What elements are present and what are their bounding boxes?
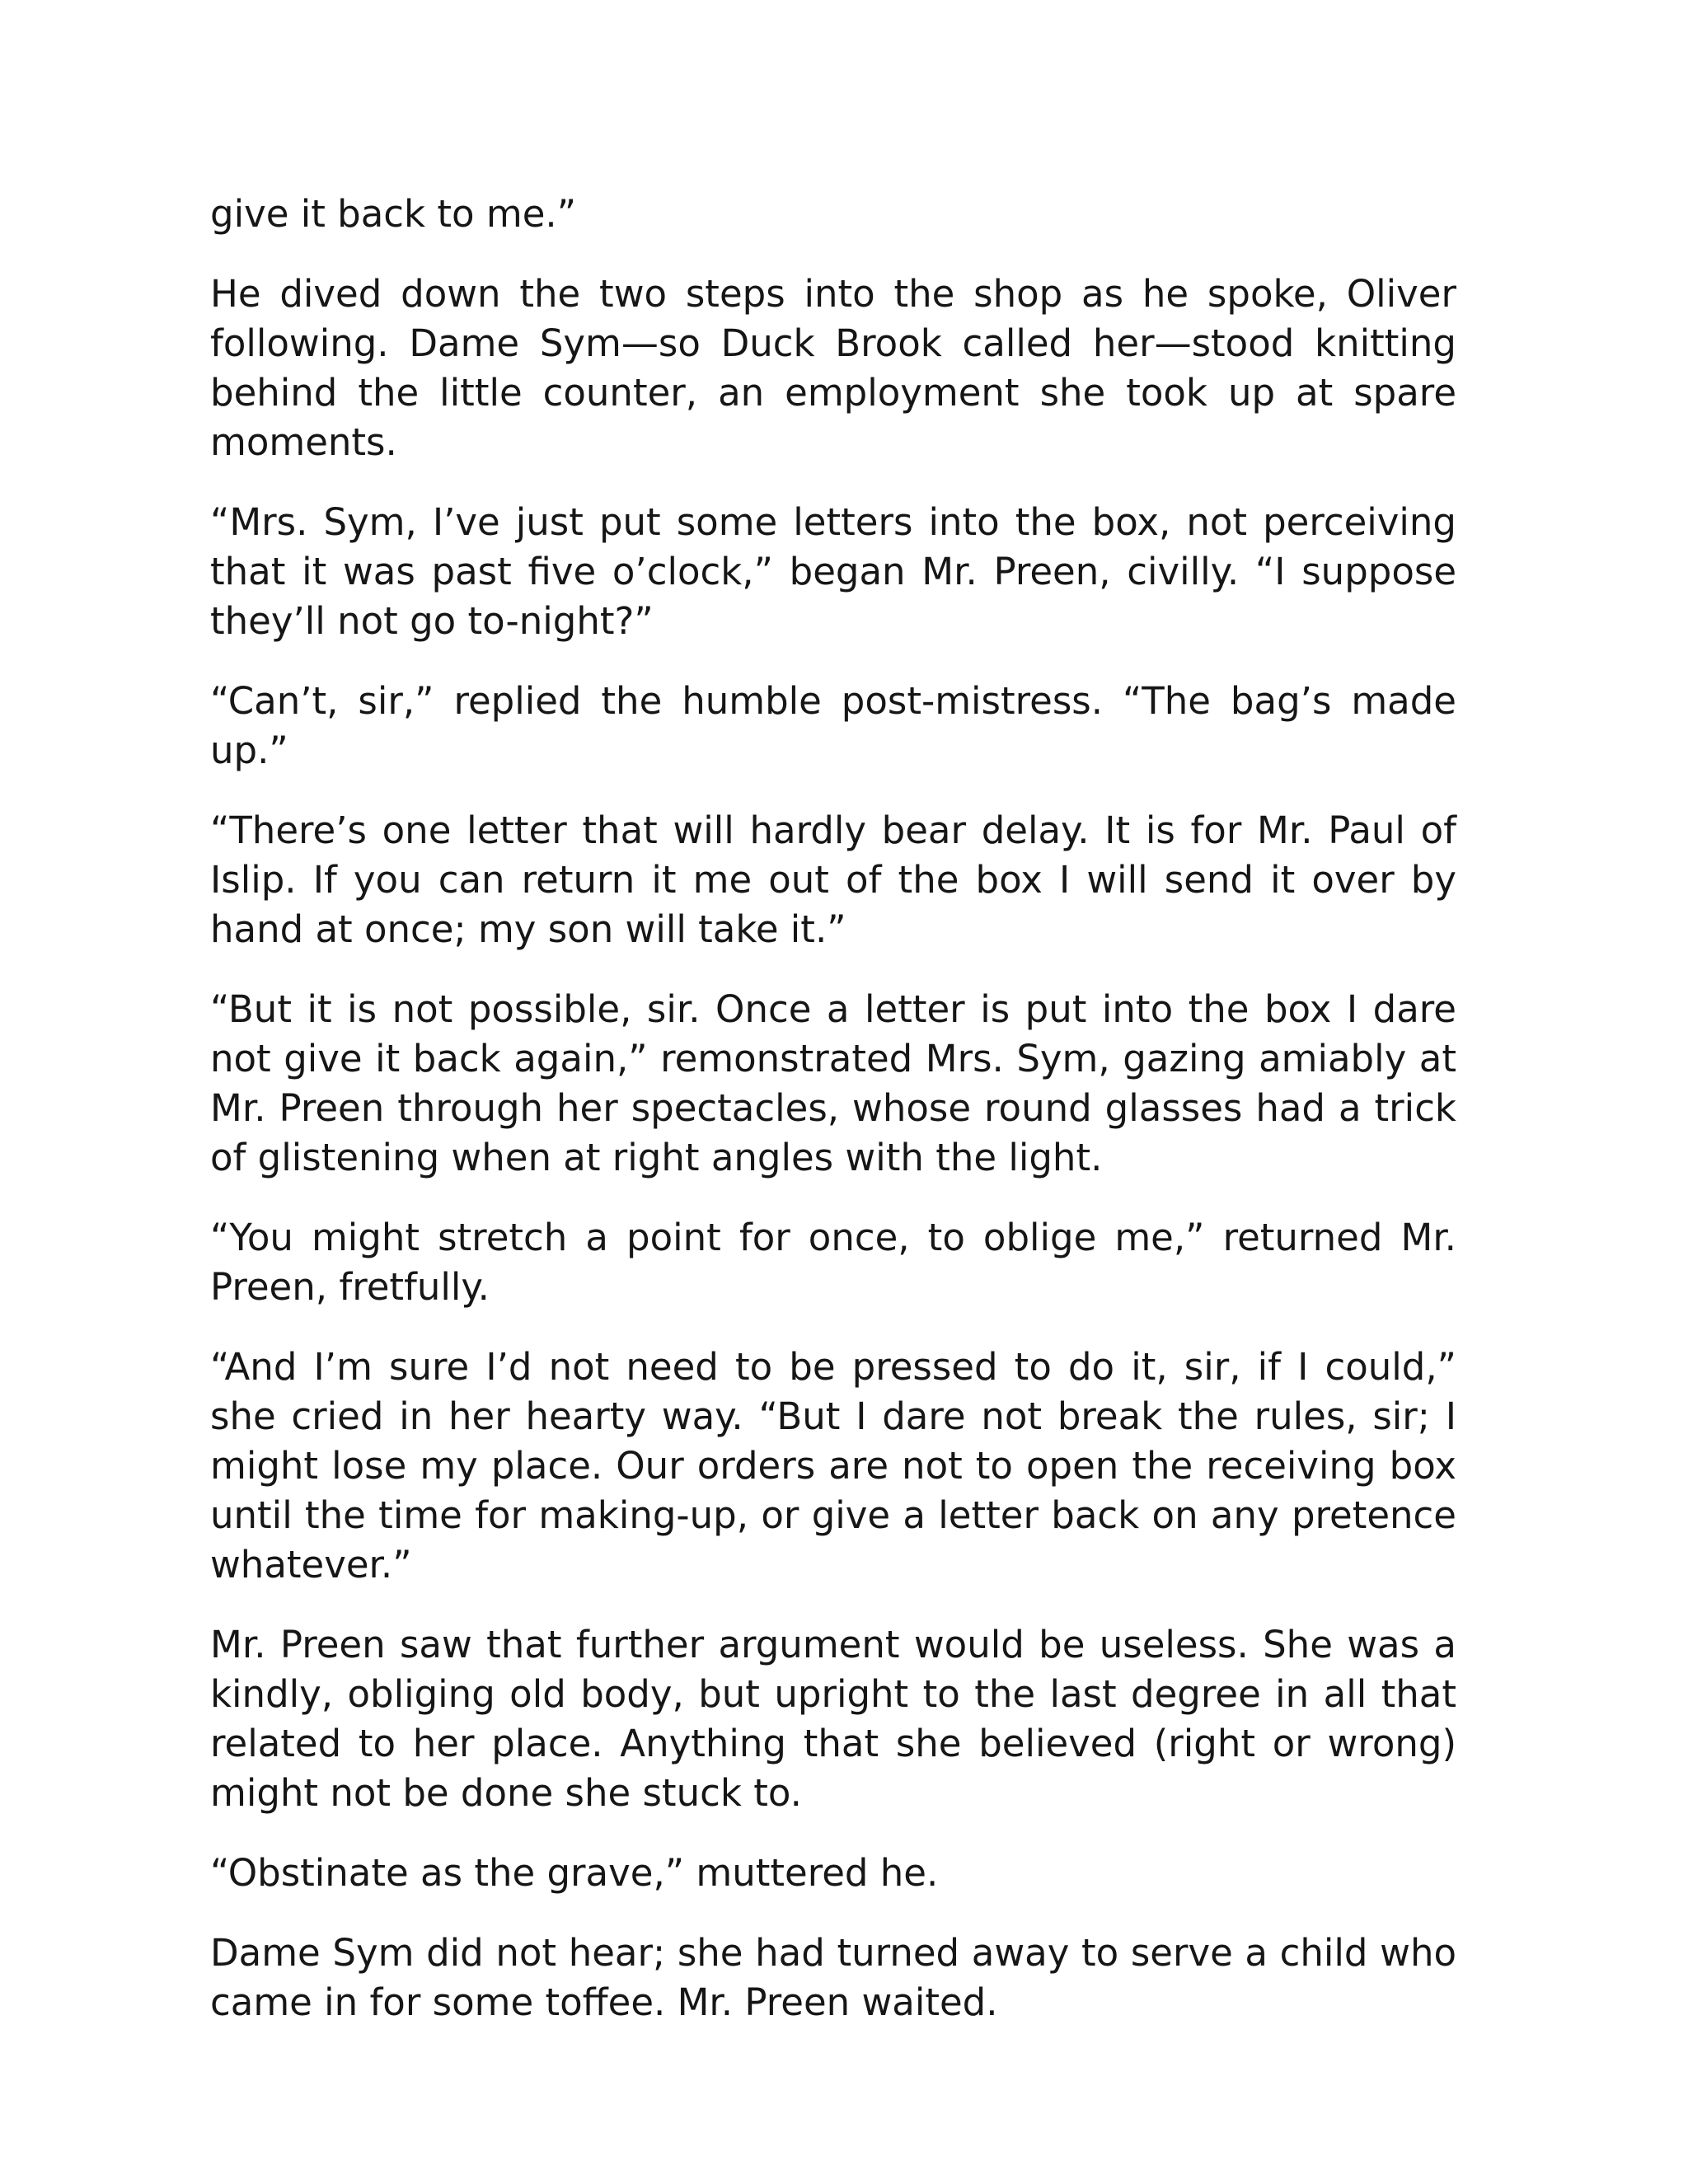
paragraph-2: He dived down the two steps into the shop as he spoke, Oliver following. Dame Sym—so Duck Brook called her—stood knitting behind the little counter, an employment she took up at spare moments.	[210, 272, 1456, 464]
paragraph-5: “There’s one letter that will hardly bear delay. It is for Mr. Paul of Islip. If you can return it me out of the box I will send it over by hand at once; my son will take it.”	[210, 808, 1456, 951]
paragraph-4: “Can’t, sir,” replied the humble post-mistress. “The bag’s made up.”	[210, 679, 1456, 772]
paragraph-10: “Obstinate as the grave,” muttered he.	[210, 1851, 939, 1895]
paragraph-9: Mr. Preen saw that further argument would be useless. She was a kindly, obliging old body, but upright to the last degree in all that related to her place. Anything that she believed (right or wrong) might not be done she stuck to.	[210, 1623, 1456, 1815]
paragraph-1: give it back to me.”	[210, 192, 577, 236]
paragraph-8: “And I’m sure I’d not need to be pressed to do it, sir, if I could,” she cried in her hearty way. “But I dare not break the rules, sir; I might lose my place. Our orders are not to open the receiving box until the time for making-up, or give a letter back on any pretence whatever.”	[210, 1345, 1456, 1586]
paragraph-6: “But it is not possible, sir. Once a letter is put into the box I dare not give it back again,” remonstrated Mrs. Sym, gazing amiably at Mr. Preen through her spectacles, whose round glasses had a trick of glistening when at right angles with the light.	[210, 987, 1456, 1179]
paragraph-3: “Mrs. Sym, I’ve just put some letters into the box, not perceiving that it was past five o’clock,” began Mr. Preen, civilly. “I suppose they’ll not go to-night?”	[210, 500, 1456, 643]
page-body	[210, 190, 1456, 2058]
paragraph-7: “You might stretch a point for once, to oblige me,” returned Mr. Preen, fretfully.	[210, 1216, 1456, 1309]
paragraph-11: Dame Sym did not hear; she had turned away to serve a child who came in for some toffee. Mr. Preen waited.	[210, 1931, 1456, 2024]
